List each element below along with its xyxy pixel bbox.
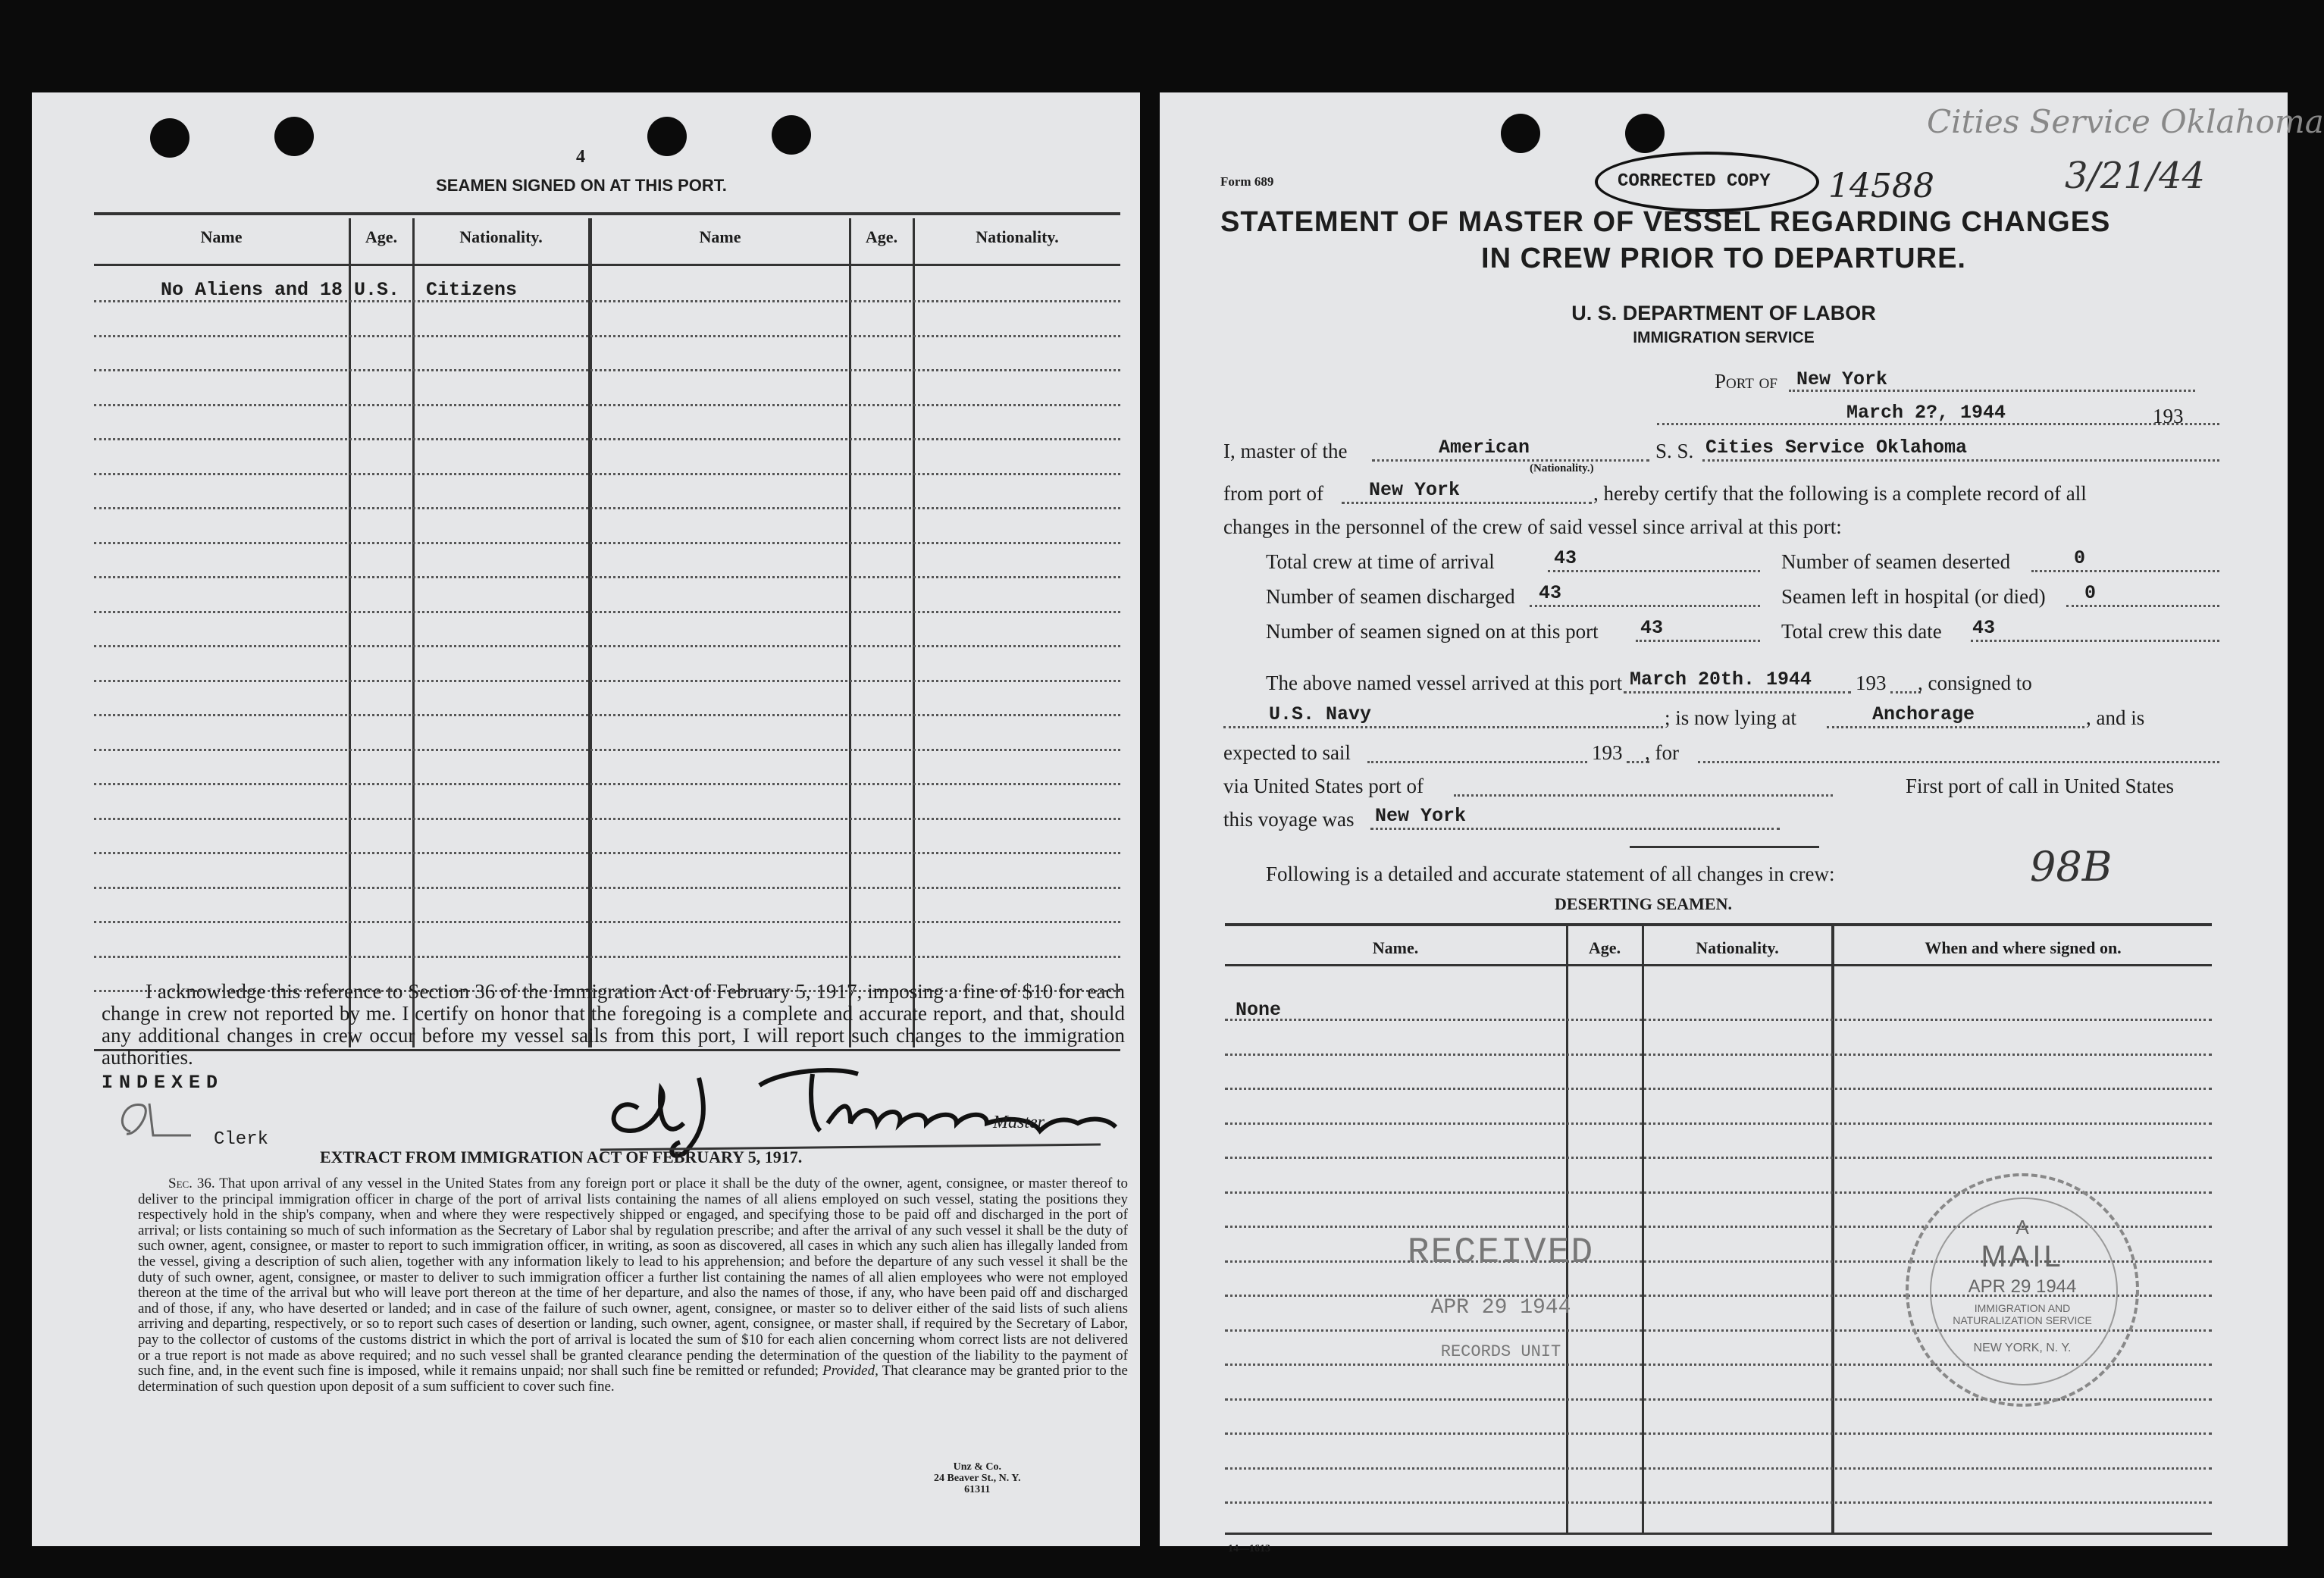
clerk-initials	[108, 1097, 199, 1143]
mail-stamp-date: APR 29 1944	[1968, 1276, 2077, 1297]
punch-hole	[274, 117, 314, 156]
field-line	[1370, 828, 1780, 830]
table-row	[94, 438, 1120, 440]
table-row	[1225, 1157, 2212, 1159]
deserting-first-row: None	[1236, 999, 1282, 1021]
nationality-value: American	[1439, 437, 1530, 459]
field-line	[1367, 761, 1587, 763]
lying-value: Anchorage	[1872, 703, 1975, 725]
via-label: via United States port of	[1223, 775, 1424, 797]
master-label: Master	[993, 1113, 1045, 1132]
and-is-label: , and is	[2086, 706, 2145, 729]
table-row	[94, 887, 1120, 889]
clerk-label: Clerk	[214, 1129, 269, 1150]
punch-hole	[150, 118, 189, 158]
voyage-label: this voyage was	[1223, 808, 1355, 831]
table-row	[1225, 1467, 2212, 1470]
extract-text	[138, 1176, 1128, 1395]
extract-end: That clearance may be granted prior to the determination of such question upon deposit of a sum sufficient to cover such fine.	[138, 1363, 1128, 1395]
col-header-name: Name	[699, 227, 741, 246]
field-line	[1890, 691, 1921, 694]
mail-stamp	[1906, 1173, 2139, 1407]
table-row	[1225, 1054, 2212, 1056]
punch-hole	[1625, 114, 1665, 153]
field-line	[1454, 794, 1833, 797]
handwritten-file-number: 14588	[1828, 167, 1934, 205]
table-row	[94, 956, 1120, 958]
port-of-value: New York	[1796, 368, 1888, 390]
table-row	[94, 611, 1120, 613]
discharged-value: 43	[1539, 582, 1562, 604]
form-title-line1: STATEMENT OF MASTER OF VESSEL REGARDING CHANGES	[1220, 206, 2111, 238]
col-header-nationality: Nationality.	[976, 227, 1059, 246]
table-row	[1225, 1019, 2212, 1021]
handwritten-code: 98B	[2030, 843, 2113, 891]
first-row-nationality: Citizens	[426, 279, 518, 301]
table-row	[1225, 1122, 2212, 1125]
expected-label: expected to sail	[1223, 741, 1351, 764]
form-title-line2: IN CREW PRIOR TO DEPARTURE.	[1481, 243, 1966, 274]
page-number: 4	[576, 147, 585, 167]
extract-section: Sec. 36.	[168, 1176, 215, 1191]
field-line	[2031, 570, 2219, 572]
department: U. S. DEPARTMENT OF LABOR	[1571, 302, 1876, 324]
table-row	[1225, 1501, 2212, 1504]
punch-hole	[647, 117, 687, 156]
field-line	[1342, 502, 1592, 504]
field-line	[1827, 726, 2084, 728]
nationality-caption: (Nationality.)	[1530, 462, 1594, 474]
field-line	[1372, 459, 1649, 462]
field-line	[1223, 726, 1663, 728]
first-port-label: First port of call in United States	[1906, 775, 2174, 797]
received-unit: RECORDS UNIT	[1440, 1342, 1561, 1361]
table-row	[94, 680, 1120, 682]
lying-label: ; is now lying at	[1665, 706, 1796, 729]
vessel-name: Cities Service Oklahoma	[1705, 437, 1968, 459]
ss-label: S. S.	[1655, 440, 1694, 462]
voyage-value: New York	[1375, 805, 1467, 827]
table-row	[94, 300, 1120, 302]
table-row	[1225, 1432, 2212, 1435]
form-number: Form 689	[1220, 174, 1274, 189]
signed-on-value: 43	[1640, 617, 1664, 639]
col-header-nationality: Nationality.	[1696, 938, 1779, 957]
field-line	[1548, 570, 1760, 572]
table-row	[94, 473, 1120, 475]
left-page	[32, 92, 1140, 1546]
total-crew-arrival: 43	[1554, 547, 1577, 569]
changes-text: changes in the personnel of the crew of said vessel since arrival at this port:	[1223, 515, 1842, 538]
table-row	[1225, 1088, 2212, 1090]
extract-provided: Provided,	[822, 1363, 879, 1379]
hospital-value: 0	[2084, 582, 2097, 604]
table-row	[94, 714, 1120, 716]
table-row	[94, 404, 1120, 406]
table-row	[94, 542, 1120, 544]
printer-imprint	[934, 1461, 1021, 1495]
mail-stamp-title: MAIL	[1981, 1240, 2064, 1273]
mail-stamp-city: NEW YORK, N. Y.	[1973, 1342, 2072, 1354]
from-port-value: New York	[1369, 479, 1461, 501]
date-value: March 2?, 1944	[1846, 402, 2006, 424]
table-row	[94, 335, 1120, 337]
deserted-label: Number of seamen deserted	[1781, 550, 2011, 573]
table-row	[94, 852, 1120, 854]
section-title: SEAMEN SIGNED ON AT THIS PORT.	[436, 176, 727, 195]
consigned-value: U.S. Navy	[1269, 703, 1372, 725]
hospital-label: Seamen left in hospital (or died)	[1781, 585, 2046, 608]
discharged-label: Number of seamen discharged	[1266, 585, 1515, 608]
col-header-name: Name.	[1372, 938, 1419, 957]
master-of-label: I, master of the	[1223, 440, 1348, 462]
acknowledgment-text: I acknowledge this reference to Section 36 of the Immigration Act of February 5, 1917, imposing a fine of $10 for each change in crew not reported by me. I certify on honor that the foregoing is a complete and accurate report, and that, should any additional changes in crew occur before my vessel sails from this port, I will report such changes to the immigration authorities.	[102, 980, 1125, 1069]
right-page	[1160, 92, 2324, 1555]
printer-name: Unz & Co.	[953, 1461, 1001, 1473]
extract-body: That upon arrival of any vessel in the United States from any foreign port or place it shall be the duty of the owner, agent, consignee, or master thereof to deliver to the principal immigration officer in charge of the port of arrival lists containing the names of all aliens employed on such vessel, stating the positions they respectively hold in the ship's company, when and where they were respectively shipped or engaged, and specifying those to be paid off and discharged in the port of arrival; or lists containing so much of such information as the Secretary of Labor shal by regulation prescribe; and after the arrival of any such vessel it shall be the duty of such owner, agent, consignee, or master to report to such immigration officer, in writing, as soon as discovered, all cases in which any such alien has illegally landed from the vessel, giving a description of such alien, together with any information likely to lead to his apprehension; and before the departure of any such vessel it shall be the duty of such owner, agent, consignee, or master to deliver to such immigration officer a further list containing the names of all alien employees who were not employed thereon at the time of the arrival but who will leave port thereon at the time of her departure, and also the names of those, if any, who have been paid off and discharged and of those, if any, who have deserted or landed; and in case of the failure of such owner, agent, consignee, or master so to deliver either of the said lists of such aliens arriving and departing, respectively, or so to report such cases of desertion or landing, such owner, agent, consignee, or master shall, if required by the Secretary of Labor, pay to the collector of customs of the customs district in which the port of arrival is located the sum of $10 for each alien concerning whom correct lists are not delivered or a true report is not made as above required; and no such vessel shall be granted clearance pending the determination of the question of the liability to the payment of such fine, and, in the event such fine is imposed, while it remains unpaid; nor shall such fine be remitted or refunded;	[138, 1176, 1128, 1379]
field-line	[1702, 459, 2219, 462]
arrived-year-suffix: 193	[1856, 672, 1887, 694]
indexed-stamp: INDEXED	[102, 1072, 224, 1094]
extract-title: EXTRACT FROM IMMIGRATION ACT OF FEBRUARY 5, 1917.	[320, 1147, 803, 1166]
field-line	[1530, 605, 1760, 607]
field-line	[2066, 605, 2219, 607]
following-label: Following is a detailed and accurate statement of all changes in crew:	[1266, 863, 1835, 885]
printer-address: 24 Beaver St., N. Y.	[934, 1473, 1021, 1484]
col-header-age: Age.	[1588, 938, 1621, 957]
for-label: , for	[1645, 741, 1679, 764]
col-header-name: Name	[200, 227, 243, 246]
date-year-suffix: 193	[2153, 405, 2184, 427]
mail-stamp-letter: A	[2015, 1216, 2029, 1238]
service: IMMIGRATION SERVICE	[1633, 329, 1815, 346]
field-line	[1636, 640, 1760, 642]
col-header-nationality: Nationality.	[459, 227, 543, 246]
col-header-age: Age.	[865, 227, 898, 246]
col-header-when-where: When and where signed on.	[1925, 938, 2122, 957]
certify-text: , hereby certify that the following is a complete record of all	[1593, 482, 2087, 505]
total-crew-arrival-label: Total crew at time of arrival	[1266, 550, 1495, 573]
received-stamp	[1364, 1232, 1637, 1361]
table-row	[94, 507, 1120, 509]
consigned-label: , consigned to	[1918, 672, 2032, 694]
received-date: APR 29 1944	[1430, 1296, 1571, 1320]
field-line	[1624, 691, 1851, 694]
handwritten-date: 3/21/44	[2065, 155, 2206, 197]
deserted-value: 0	[2074, 547, 2086, 569]
field-line	[1698, 761, 2219, 763]
received-title: RECEIVED	[1407, 1232, 1595, 1273]
arrived-label: The above named vessel arrived at this port	[1266, 672, 1623, 694]
total-this-date-value: 43	[1972, 617, 1996, 639]
expected-year-suffix: 193	[1592, 741, 1623, 764]
table-row	[94, 576, 1120, 578]
handwritten-vessel-note: Cities Service Oklahoma	[1927, 103, 2324, 140]
field-line	[1971, 640, 2219, 642]
table-row	[94, 645, 1120, 647]
table-row	[94, 369, 1120, 371]
footer-code: 14—1613	[1228, 1543, 1270, 1555]
signed-on-label: Number of seamen signed on at this port	[1266, 620, 1599, 643]
col-header-age: Age.	[365, 227, 398, 246]
mail-stamp-agency: IMMIGRATION AND NATURALIZATION SERVICE	[1953, 1302, 2092, 1326]
master-signature	[585, 1047, 1131, 1161]
table-row	[94, 783, 1120, 785]
table-row	[94, 921, 1120, 923]
punch-hole	[1501, 114, 1540, 153]
total-this-date-label: Total crew this date	[1781, 620, 1942, 643]
table-row	[94, 749, 1120, 751]
corrected-copy-stamp: CORRECTED COPY	[1618, 171, 1771, 192]
arrived-value: March 20th. 1944	[1630, 668, 1812, 690]
deserting-title: DESERTING SEAMEN.	[1555, 894, 1732, 913]
table-row	[94, 818, 1120, 820]
from-port-label: from port of	[1223, 482, 1323, 505]
printer-number: 61311	[964, 1484, 991, 1495]
divider	[1630, 846, 1819, 848]
punch-hole	[772, 115, 811, 155]
port-of-label: Port of	[1715, 370, 1777, 393]
first-row-name: No Aliens and 18 U.S.	[161, 279, 400, 301]
